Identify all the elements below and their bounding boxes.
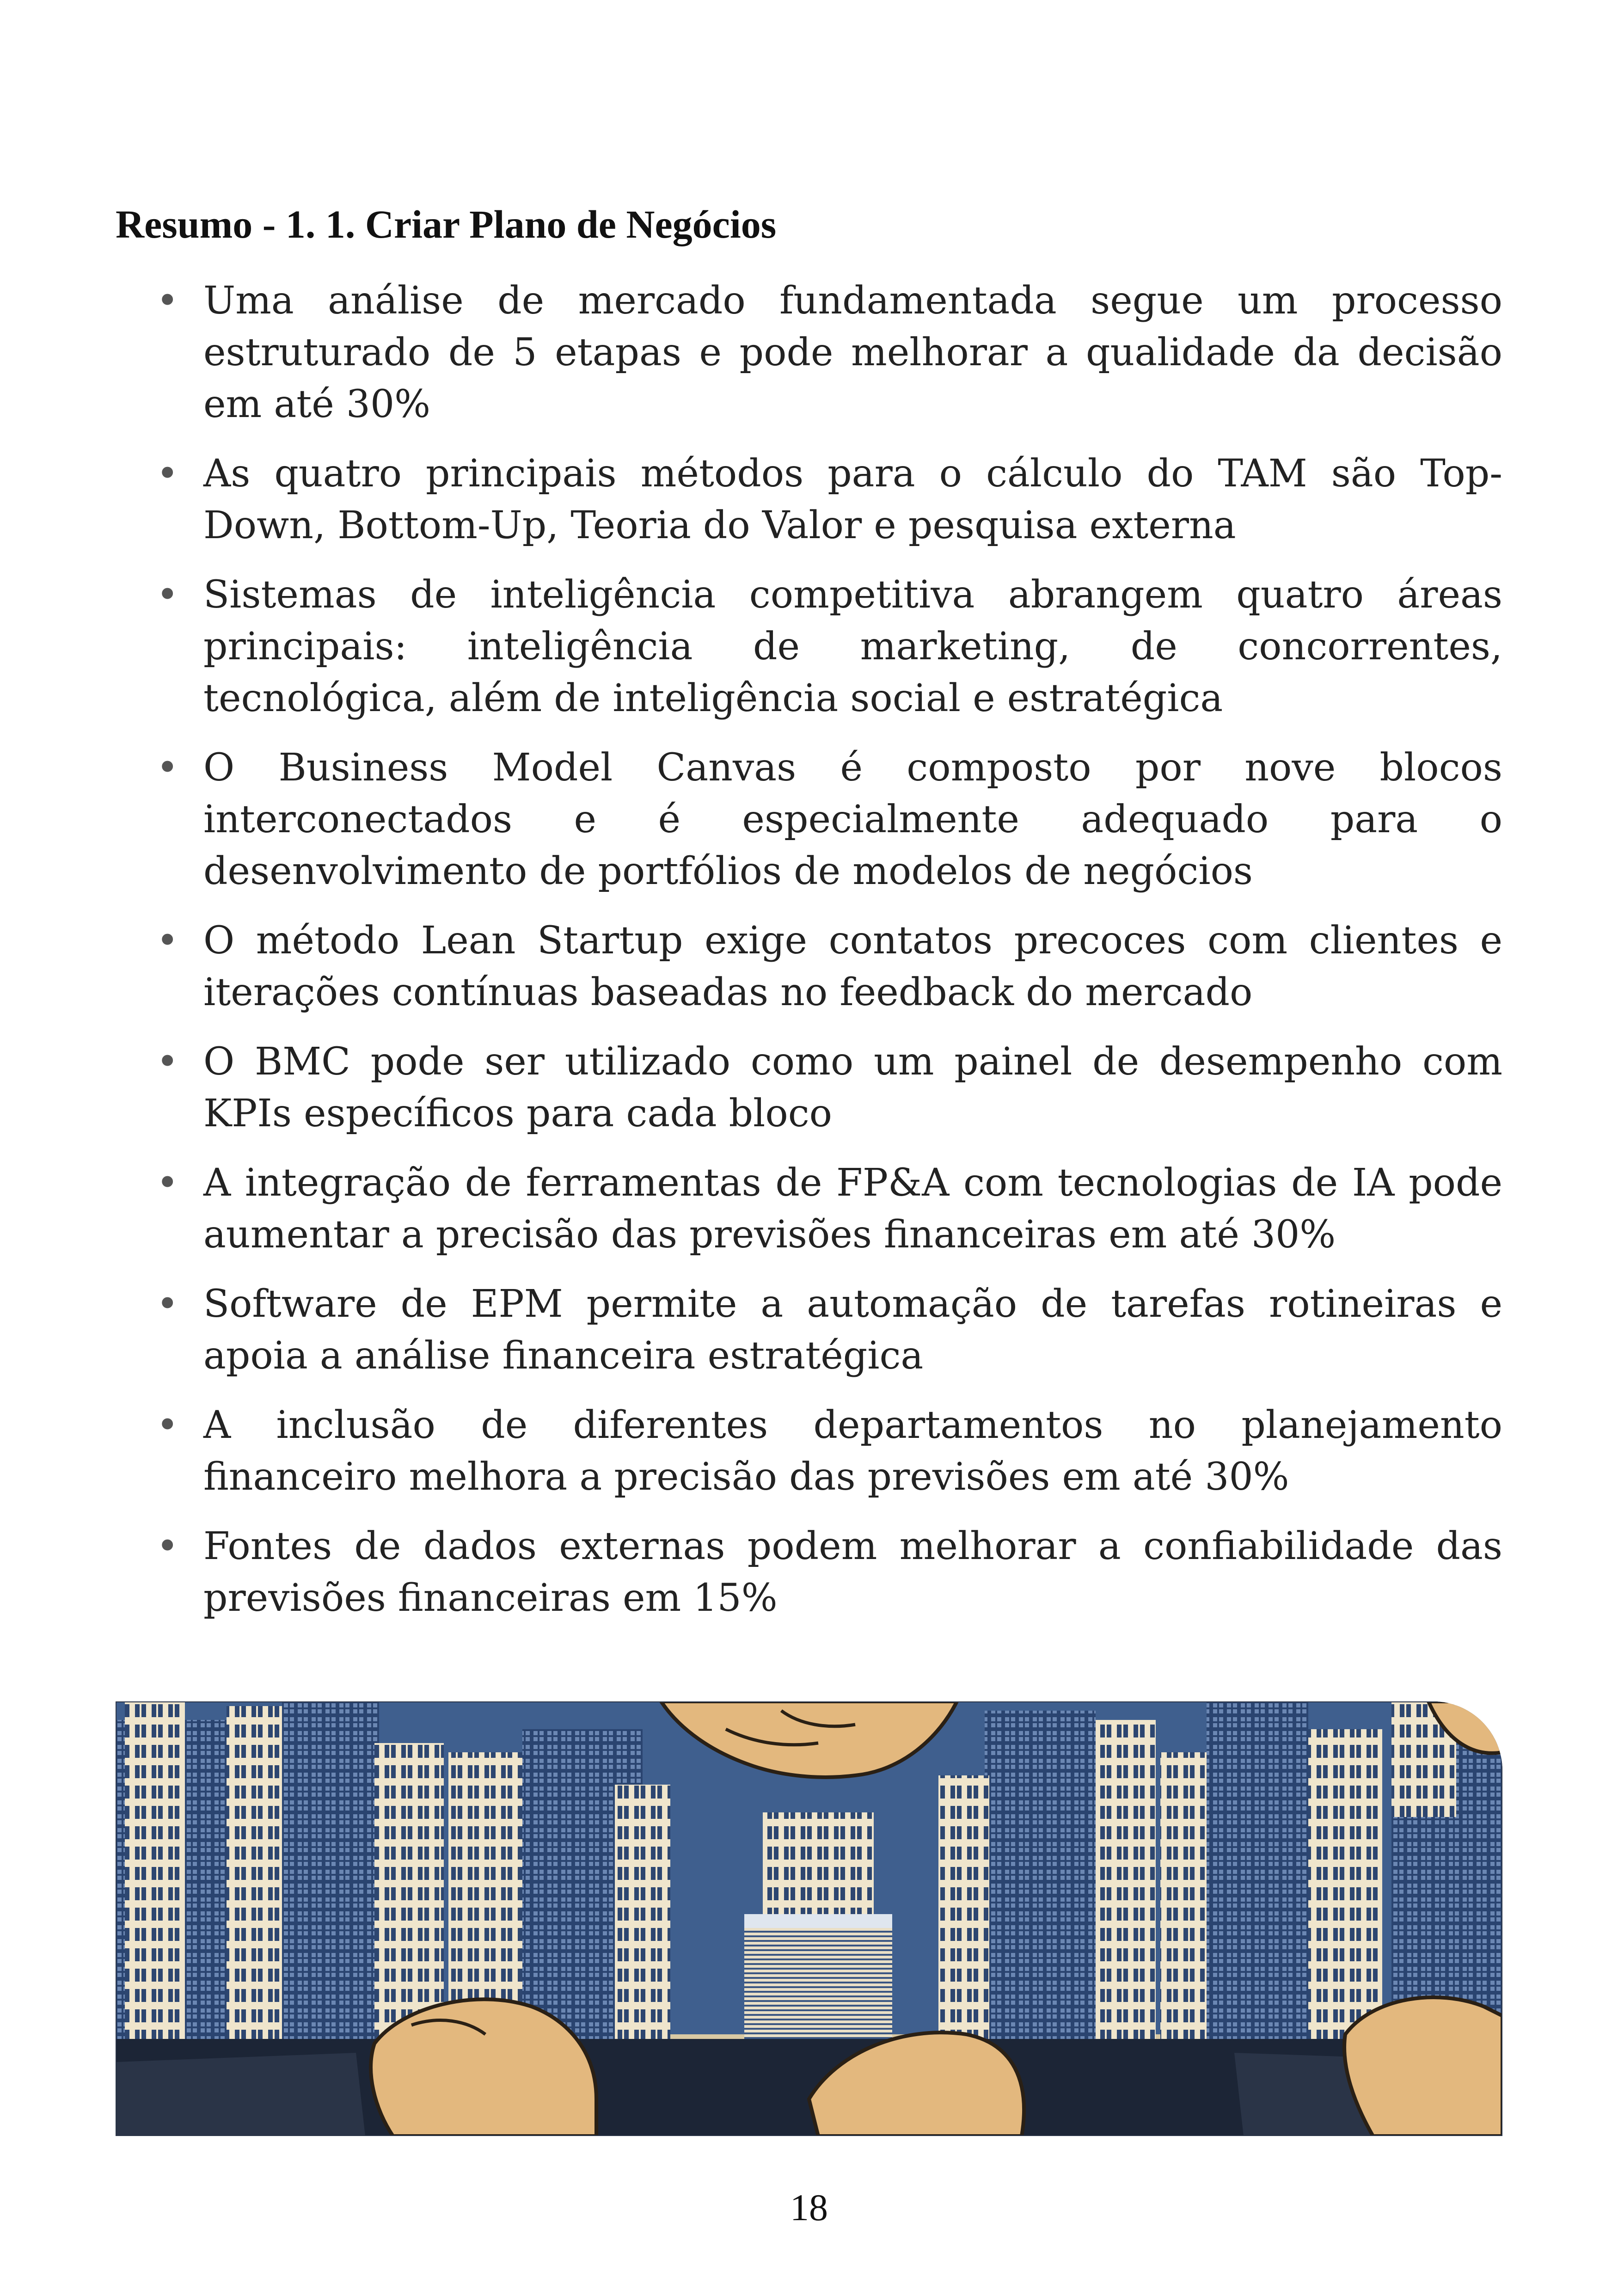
list-item-text: O BMC pode ser utilizado como um painel de desempenho com KPIs específicos para cada bloco <box>203 1040 1502 1136</box>
list-item-text: Software de EPM permite a automação de tarefas rotineiras e apoia a análise financeira estratégica <box>203 1282 1502 1378</box>
list-item-text: Uma análise de mercado fundamentada segue um processo estruturado de 5 etapas e pode melhorar a qualidade da decisão em até 30% <box>203 279 1502 426</box>
list-item <box>153 1400 1502 1503</box>
list-item <box>153 915 1502 1019</box>
bullet-icon: • <box>156 1282 179 1326</box>
list-item <box>153 1521 1502 1624</box>
page-number: 18 <box>790 2186 828 2228</box>
summary-list <box>153 275 1502 1642</box>
bullet-icon: • <box>156 746 179 790</box>
bullet-icon: • <box>156 279 179 323</box>
list-item-text: A inclusão de diferentes departamentos no planejamento financeiro melhora a precisão das previsões em até 30% <box>203 1403 1502 1499</box>
bullet-icon: • <box>156 1040 179 1084</box>
bullet-icon: • <box>156 919 179 963</box>
bullet-icon: • <box>156 1524 179 1568</box>
list-item <box>153 569 1502 724</box>
bullet-icon: • <box>156 452 179 496</box>
bullet-icon: • <box>156 1403 179 1447</box>
list-item <box>153 448 1502 552</box>
list-item-text: A integração de ferramentas de FP&A com tecnologias de IA pode aumentar a precisão das previsões financeiras em até 30% <box>203 1161 1502 1257</box>
list-item-text: Fontes de dados externas podem melhorar a confiabilidade das previsões financeiras em 15% <box>203 1524 1502 1620</box>
list-item <box>153 742 1502 897</box>
handshake-city-illustration <box>116 1701 1502 2136</box>
list-item-text: O Business Model Canvas é composto por nove blocos interconectados e é especialmente adequado para o desenvolvimento de portfólios de modelos de negócios <box>203 746 1502 893</box>
list-item <box>153 275 1502 430</box>
list-item-text: O método Lean Startup exige contatos precoces com clientes e iterações contínuas baseadas no feedback do mercado <box>203 919 1502 1014</box>
list-item <box>153 1157 1502 1261</box>
bullet-icon: • <box>156 1161 179 1205</box>
list-item-text: As quatro principais métodos para o cálculo do TAM são Top-Down, Bottom-Up, Teoria do Valor e pesquisa externa <box>203 452 1502 547</box>
handshake-skyline-image <box>116 1701 1502 2136</box>
list-item <box>153 1278 1502 1382</box>
list-item-text: Sistemas de inteligência competitiva abrangem quatro áreas principais: inteligência de marketing, de concorrentes, tecnológica, além de inteligência social e estratégica <box>203 573 1502 720</box>
section-heading: Resumo - 1. 1. Criar Plano de Negócios <box>116 202 777 246</box>
bullet-icon: • <box>156 573 179 617</box>
list-item <box>153 1036 1502 1140</box>
